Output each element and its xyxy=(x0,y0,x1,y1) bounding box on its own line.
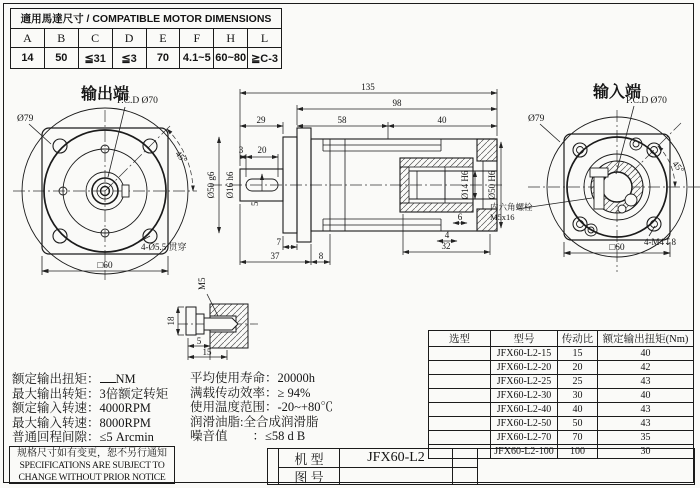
input-diameter-label: Ø79 xyxy=(528,114,545,124)
spec-line xyxy=(12,387,168,402)
spec-block-left xyxy=(12,371,168,445)
notice-line-en2: CHANGE WITHOUT PRIOR NOTICE xyxy=(18,471,166,483)
ratio-cell: 40 xyxy=(558,403,598,417)
spec-value: ≤5 Arcmin xyxy=(99,430,154,445)
spec-label: 润滑油脂: xyxy=(190,414,244,429)
spec-line xyxy=(190,371,333,386)
motor-dim-value: 4.1~5 xyxy=(180,48,214,69)
spec-line xyxy=(12,401,168,416)
model-cell: JFX60-L2-40 xyxy=(491,403,558,417)
motor-dim-value: 70 xyxy=(146,48,180,69)
spec-line xyxy=(12,430,168,445)
dim-shaft-dia: Ø16 h6 xyxy=(225,171,235,199)
model-cell: JFX60-L2-30 xyxy=(491,389,558,403)
dim-20: 20 xyxy=(257,145,267,155)
motor-col-header: H xyxy=(214,29,248,48)
dim-7: 7 xyxy=(276,237,281,247)
spec-label: 平均使用寿命： xyxy=(190,371,278,385)
motor-col-header: L xyxy=(248,29,282,48)
output-end-drawing xyxy=(5,84,210,284)
dim-bore-dia: Ø14 H6 xyxy=(460,170,470,200)
spec-label: 满载传动效率： xyxy=(190,385,278,400)
dim-58: 58 xyxy=(337,115,347,125)
spec-label: 普通回程间隙： xyxy=(12,430,100,445)
input-square-dim: □60 xyxy=(609,243,625,253)
motor-dimensions-table xyxy=(10,8,282,69)
ratio-cell: 25 xyxy=(558,375,598,389)
detail-dim-15: 15 xyxy=(202,347,212,357)
spec-line xyxy=(12,371,168,387)
table-row xyxy=(429,389,694,403)
table-row xyxy=(429,417,694,431)
torque-cell: 40 xyxy=(598,347,694,361)
motor-dim-value: ≦3 xyxy=(112,48,146,69)
motor-col-header: F xyxy=(180,29,214,48)
side-section-drawing xyxy=(205,82,505,287)
drawing-number-label-cell: 图 号 xyxy=(278,467,340,485)
dim-pilot-dia: Ø50 g6 xyxy=(206,171,216,199)
model-cell: JFX60-L2-50 xyxy=(491,417,558,431)
dim-98: 98 xyxy=(392,98,402,108)
spec-value: 3倍额定转矩 xyxy=(99,386,169,401)
output-pcd-label: P.C.D Ø70 xyxy=(117,96,158,106)
dim-32: 32 xyxy=(441,241,451,251)
notice-line-en1: SPECIFICATIONS ARE SUBJECT TO xyxy=(19,460,165,471)
spec-value: -20~+80℃ xyxy=(277,400,333,415)
dim-40: 40 xyxy=(437,115,447,125)
dim-135: 135 xyxy=(361,82,375,92)
motor-dim-value: ≦31 xyxy=(78,48,112,69)
torque-cell: 43 xyxy=(598,417,694,431)
motor-col-header: E xyxy=(146,29,180,48)
detail-dim-5: 5 xyxy=(196,336,202,346)
motor-dim-value: ≧C-3 xyxy=(248,48,282,69)
input-pcd-label: P.C.D Ø70 xyxy=(626,96,667,106)
ratio-cell: 100 xyxy=(558,445,598,459)
table-row xyxy=(429,431,694,445)
dim-6: 6 xyxy=(457,212,463,222)
spec-value: 全合成润滑脂 xyxy=(243,414,319,429)
spec-value: ≥ 94% xyxy=(277,385,311,400)
ratio-cell: 70 xyxy=(558,431,598,445)
spec-label: 额定输入转速： xyxy=(12,401,100,416)
dim-29: 29 xyxy=(256,115,266,125)
model-selection-table xyxy=(428,330,694,459)
output-angle-dim: 45° xyxy=(173,148,190,165)
drawing-number-value-cell xyxy=(339,467,453,485)
table-row xyxy=(429,347,694,361)
sel-header-torque: 额定输出扭矩(Nm) xyxy=(598,331,694,347)
model-cell: JFX60-L2-70 xyxy=(491,431,558,445)
ratio-cell: 15 xyxy=(558,347,598,361)
dim-4: 4 xyxy=(444,230,450,240)
model-cell: JFX60-L2-15 xyxy=(491,347,558,361)
spec-block-middle xyxy=(190,371,333,444)
motor-col-header: A xyxy=(11,29,45,48)
dim-3: 3 xyxy=(238,145,244,155)
spec-label: 使用温度范围： xyxy=(190,400,278,415)
torque-cell: 42 xyxy=(598,361,694,375)
ratio-cell: 50 xyxy=(558,417,598,431)
motor-table-title: 適用馬達尺寸 / COMPATIBLE MOTOR DIMENSIONS xyxy=(11,9,282,29)
blank-line xyxy=(100,371,116,383)
shaft-end-detail-drawing xyxy=(158,276,276,374)
ratio-cell: 20 xyxy=(558,361,598,375)
motor-col-header: D xyxy=(112,29,146,48)
spec-line xyxy=(12,416,168,431)
spec-value: 8000RPM xyxy=(99,415,151,430)
spec-line xyxy=(190,400,333,415)
table-row xyxy=(429,403,694,417)
input-bolt-note-line2: M5x16 xyxy=(490,212,515,222)
model-label-cell: 机 型 xyxy=(278,448,340,468)
output-end-title: 输出端 xyxy=(80,86,130,103)
input-bolt-note-line1: 内六角螺栓 xyxy=(490,202,533,212)
motor-dim-value: 14 xyxy=(11,48,45,69)
dim-rear-pilot-dia: Ø50 H6 xyxy=(487,170,497,200)
motor-dim-value: 60~80 xyxy=(214,48,248,69)
spec-label: 最大输出转矩： xyxy=(12,386,100,401)
output-diameter-label: Ø79 xyxy=(17,114,34,124)
input-screws-label: 4-M4↧8 xyxy=(644,237,677,247)
output-holes-label: 4-Ø5.5 贯穿 xyxy=(141,242,187,252)
dim-8: 8 xyxy=(318,251,324,261)
table-row xyxy=(429,361,694,375)
input-angle-dim: 45° xyxy=(670,158,687,175)
motor-col-header: B xyxy=(44,29,78,48)
sel-header-choose: 选型 xyxy=(429,331,491,347)
torque-cell: 35 xyxy=(598,431,694,445)
dim-37: 37 xyxy=(270,251,280,261)
change-notice-box xyxy=(9,446,175,484)
sel-header-ratio: 传动比 xyxy=(558,331,598,347)
spec-line xyxy=(190,415,333,430)
torque-cell: 43 xyxy=(598,375,694,389)
model-cell: JFX60-L2-20 xyxy=(491,361,558,375)
title-block-empty-cell xyxy=(452,467,478,485)
model-cell: JFX60-L2-100 xyxy=(491,445,558,459)
spec-value: 4000RPM xyxy=(99,401,151,416)
spec-value: ≤58 d B xyxy=(265,429,306,444)
notice-line-cn: 规格尺寸如有变更，恕不另行通知 xyxy=(17,448,167,459)
title-block-empty-cell xyxy=(477,448,695,485)
torque-cell: 30 xyxy=(598,445,694,459)
model-cell: JFX60-L2-25 xyxy=(491,375,558,389)
ratio-cell: 30 xyxy=(558,389,598,403)
title-block-empty-cell xyxy=(452,448,478,468)
spec-line xyxy=(190,429,333,444)
table-row xyxy=(429,375,694,389)
spec-value: NM xyxy=(115,372,136,386)
dim-5: 5 xyxy=(250,201,260,206)
spec-line xyxy=(190,386,333,401)
model-value-cell: JFX60-L2 xyxy=(339,448,453,468)
input-end-title: 输入端 xyxy=(592,84,642,101)
spec-label: 最大输入转速： xyxy=(12,415,100,430)
spec-label: 额定输出扭矩： xyxy=(12,372,100,386)
torque-cell: 43 xyxy=(598,403,694,417)
spec-value: 20000h xyxy=(277,371,316,385)
motor-col-header: C xyxy=(78,29,112,48)
torque-cell: 40 xyxy=(598,389,694,403)
spec-label: 噪音值 ： xyxy=(190,429,266,444)
detail-thread-label: M5 xyxy=(197,277,207,290)
output-square-dim: □60 xyxy=(97,261,113,271)
input-end-drawing xyxy=(488,82,700,287)
sel-header-model: 型号 xyxy=(491,331,558,347)
motor-dim-value: 50 xyxy=(44,48,78,69)
detail-dim-18: 18 xyxy=(166,316,176,326)
